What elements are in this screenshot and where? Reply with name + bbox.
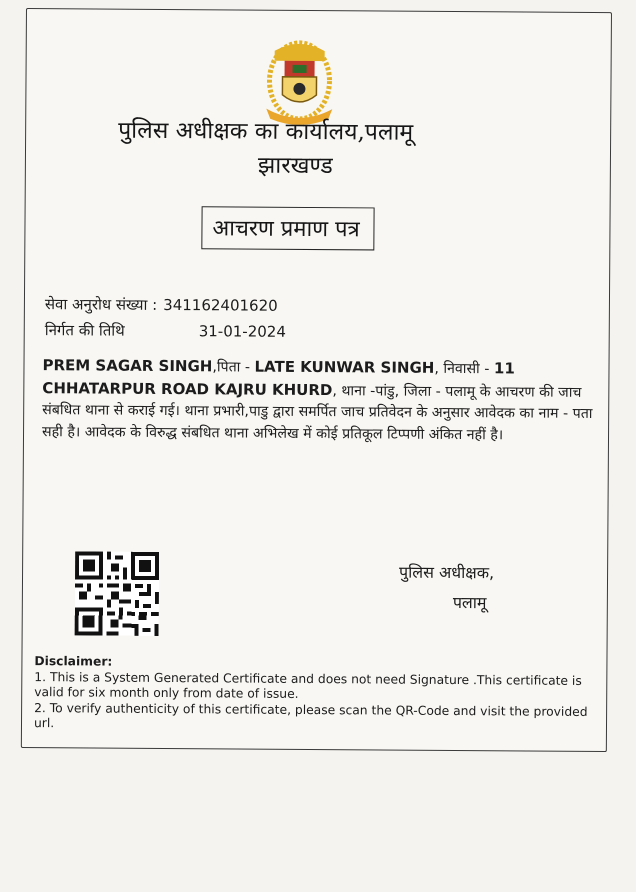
certificate-title: आचरण प्रमाण पत्र (201, 206, 375, 250)
signatory-title: पुलिस अधीक्षक, (399, 562, 495, 583)
certificate-sheet (21, 8, 612, 752)
state-name: झारखण्ड (257, 152, 333, 180)
office-name: पुलिस अधीक्षक का कार्यालय,पलामू (118, 117, 414, 146)
certificate-statement (42, 355, 603, 447)
issue-date-label: निर्गत की तिथि (44, 321, 125, 340)
service-request-number: 341162401620 (163, 295, 278, 315)
disclaimer-heading: Disclaimer: (34, 654, 113, 669)
police-emblem-icon (254, 31, 345, 128)
service-request-label: सेवा अनुरोध संख्या : (44, 295, 158, 314)
father-label: ,पिता - (212, 359, 255, 376)
disclaimer-block (34, 654, 595, 735)
office-heading (118, 114, 414, 184)
father-name: LATE KUNWAR SINGH (254, 357, 435, 377)
applicant-address: 11 CHHATARPUR ROAD KAJRU KHURD (42, 359, 515, 399)
residence-label: , निवासी - (434, 360, 494, 378)
verification-qr-code[interactable] (75, 551, 160, 636)
certificate-details (45, 291, 287, 345)
statement-text: , थाना -पांडु, जिला - पलामू के आचरण की जाच संबधित थाना से कराई गई। थाना प्रभारी,पाडु द्वारा समर्पित जाच प्रतिवेदन के अनुसार आवेदक का नाम - पता सही है। आवेदक के विरुद्ध संबधित थाना अभिलेख में कोई प्रतिकूल टिप्पणी अंकित नहीं है। (41, 382, 593, 443)
applicant-name: PREM SAGAR SINGH (42, 356, 213, 376)
issue-date: 31-01-2024 (198, 322, 286, 341)
service-request-row (45, 291, 286, 319)
signatory-block (399, 558, 494, 619)
signatory-location: पलामू (452, 592, 487, 613)
disclaimer-item-2: 2. To verify authenticity of this certificate, please scan the QR-Code and visit the provided url. (33, 700, 588, 731)
disclaimer-item-1: 1. This is a System Generated Certificate and does not need Signature .This certificate is valid for six month only from date of issue. (34, 669, 582, 701)
issue-date-row (45, 317, 286, 345)
